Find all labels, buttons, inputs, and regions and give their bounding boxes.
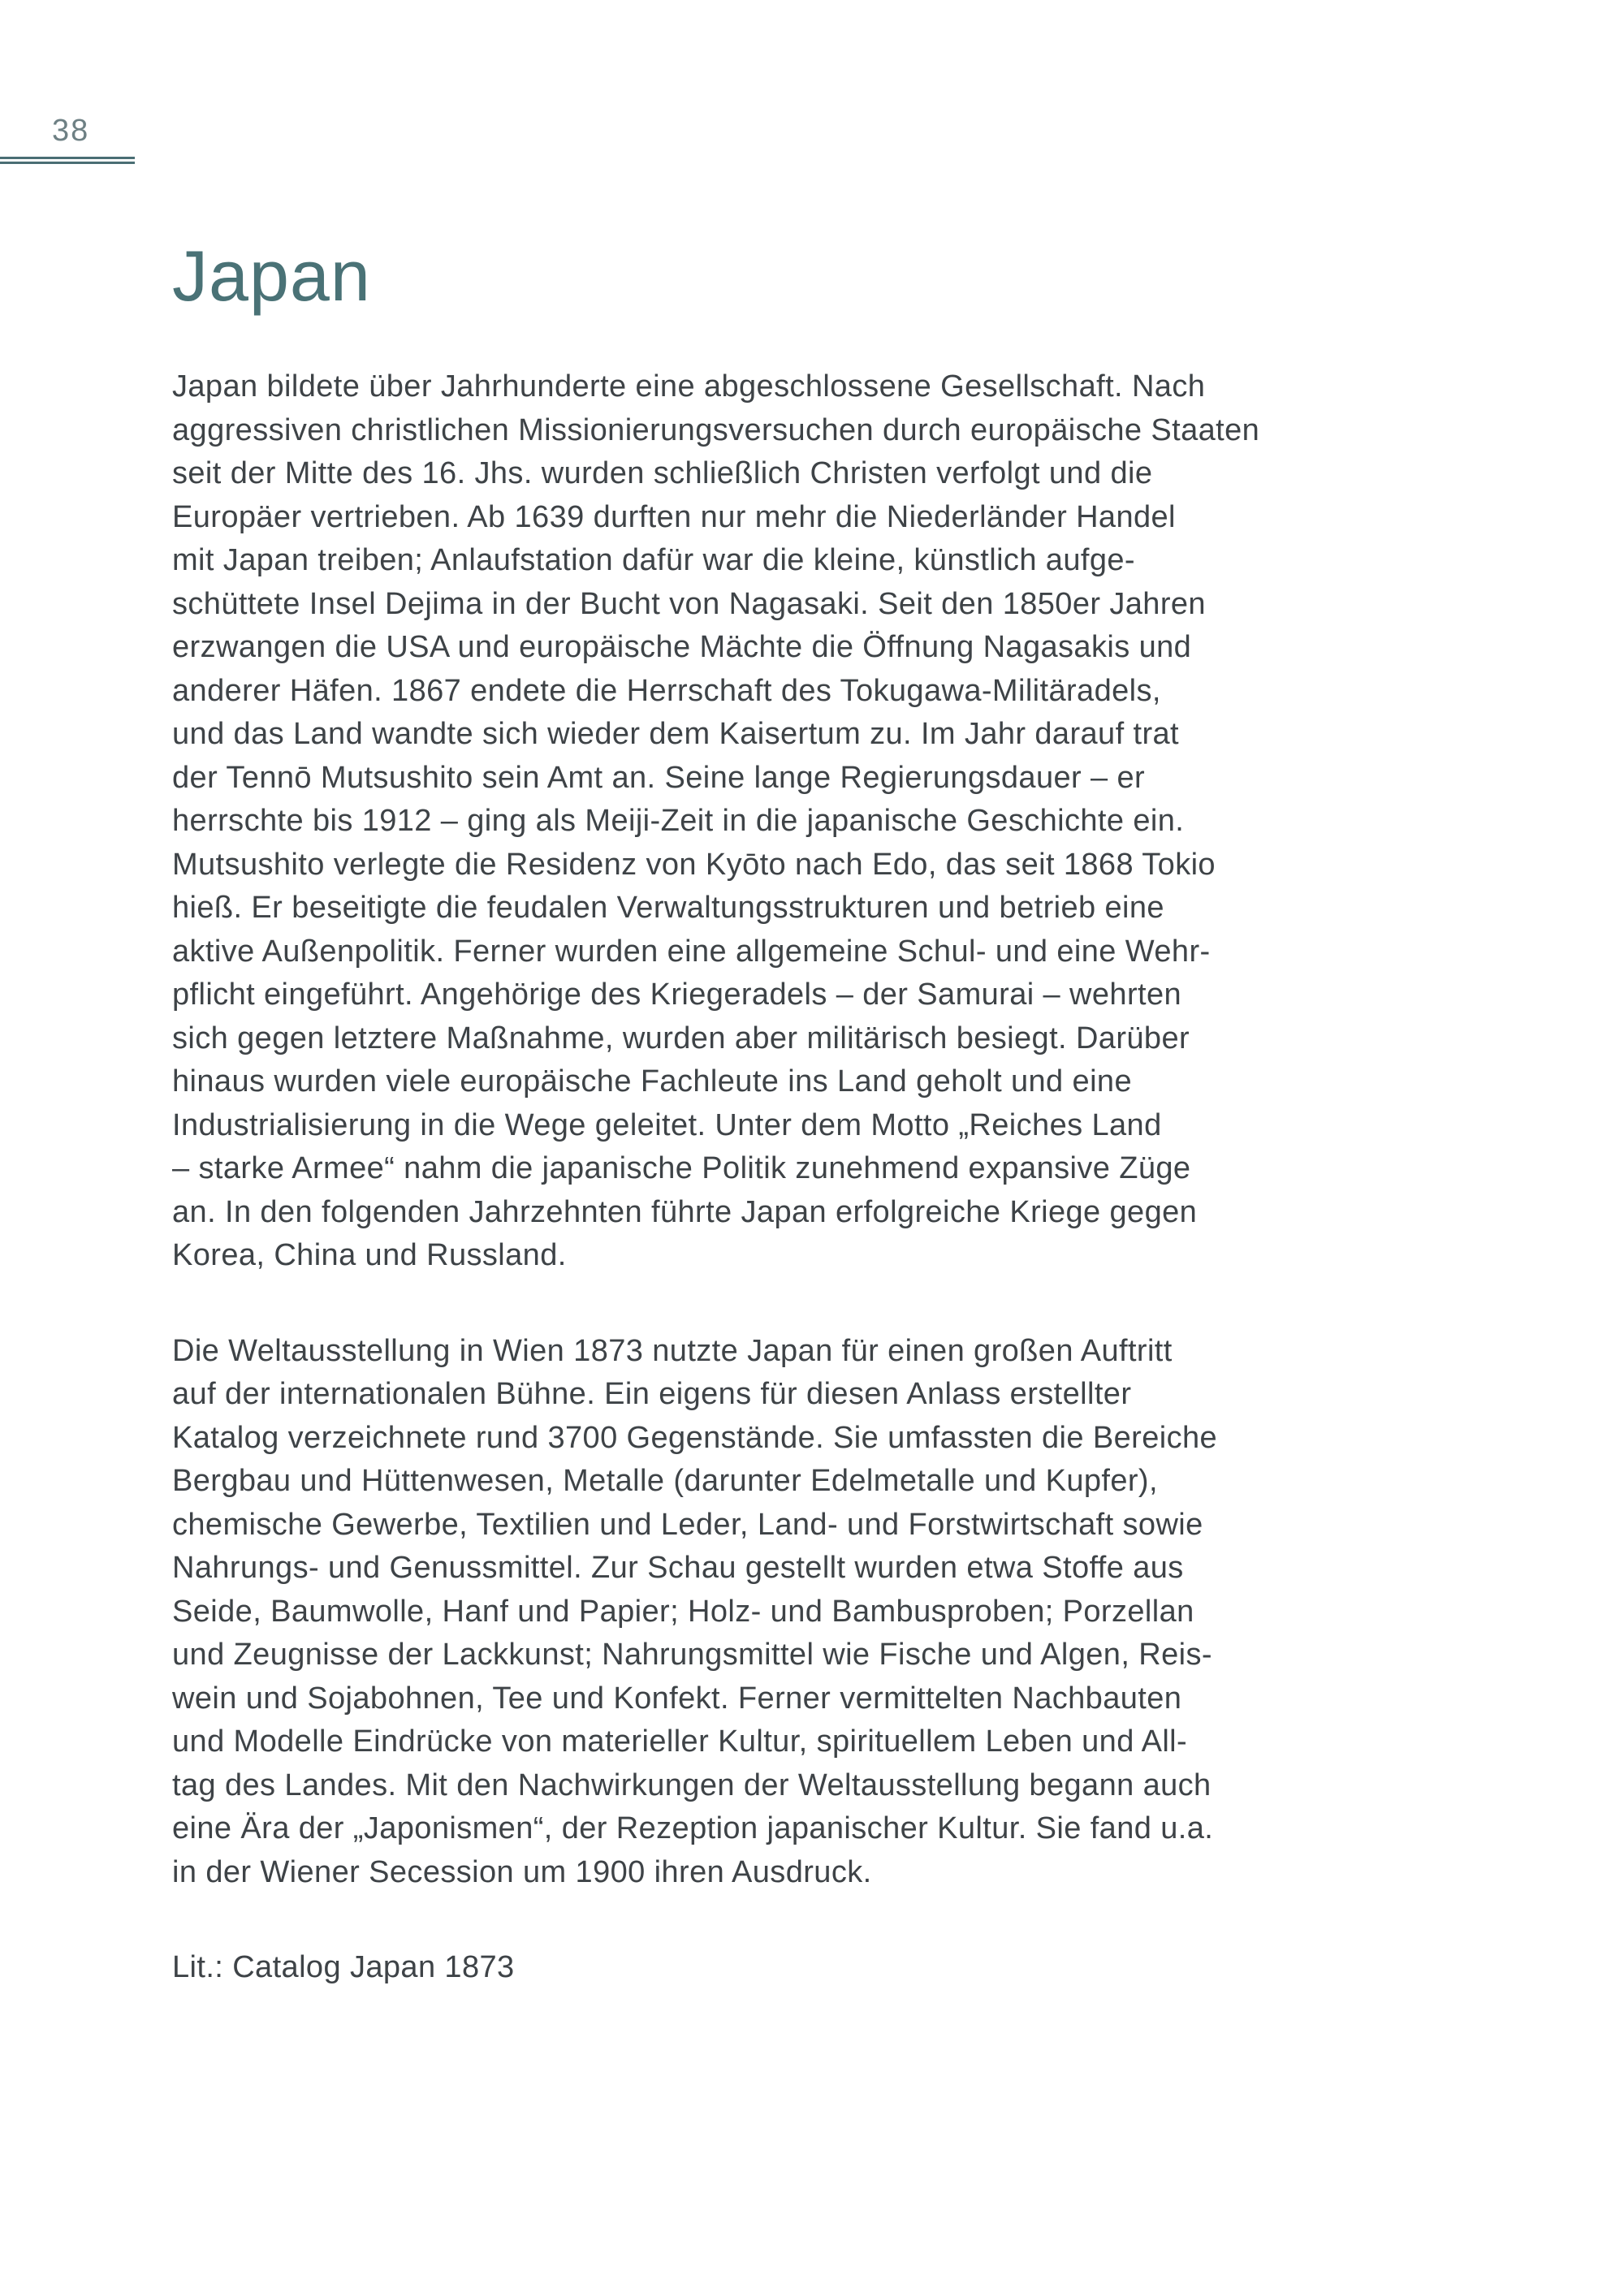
- text-line: herrschte bis 1912 – ging als Meiji-Zeit in die japanische Geschichte ein.: [172, 804, 1185, 838]
- text-line: der Tennō Mutsushito sein Amt an. Seine lange Regierungsdauer – er: [172, 760, 1146, 795]
- text-line: und das Land wandte sich wieder dem Kaisertum zu. Im Jahr darauf trat: [172, 717, 1179, 751]
- page-content: [172, 235, 1350, 1990]
- text-line: tag des Landes. Mit den Nachwirkungen der Weltausstellung begann auch: [172, 1768, 1212, 1802]
- text-line: Die Weltausstellung in Wien 1873 nutzte Japan für einen großen Auftritt: [172, 1333, 1173, 1368]
- text-line: erzwangen die USA und europäische Mächte die Öffnung Nagasakis und: [172, 630, 1192, 664]
- text-line: Korea, China und Russland.: [172, 1238, 567, 1272]
- text-line: Nahrungs- und Genussmittel. Zur Schau gestellt wurden etwa Stoffe aus: [172, 1551, 1184, 1585]
- text-line: Seide, Baumwolle, Hanf und Papier; Holz- und Bambusproben; Porzellan: [172, 1594, 1194, 1629]
- text-line: Bergbau und Hüttenwesen, Metalle (darunter Edelmetalle und Kupfer),: [172, 1464, 1158, 1498]
- literature-reference: Lit.: Catalog Japan 1873: [172, 1950, 515, 1984]
- text-line: – starke Armee“ nahm die japanische Politik zunehmend expansive Züge: [172, 1151, 1191, 1185]
- text-line: Europäer vertrieben. Ab 1639 durften nur mehr die Niederländer Handel: [172, 499, 1176, 534]
- text-line: und Modelle Eindrücke von materieller Kultur, spirituellem Leben und All-: [172, 1724, 1188, 1759]
- text-line: seit der Mitte des 16. Jhs. wurden schließlich Christen verfolgt und die: [172, 456, 1153, 490]
- text-line: Katalog verzeichnete rund 3700 Gegenstände. Sie umfassten die Bereiche: [172, 1420, 1218, 1455]
- page-title: Japan: [172, 235, 371, 316]
- page-number: 38: [52, 114, 90, 148]
- text-line: in der Wiener Secession um 1900 ihren Ausdruck.: [172, 1854, 872, 1889]
- text-line: chemische Gewerbe, Textilien und Leder, Land- und Forstwirtschaft sowie: [172, 1507, 1203, 1542]
- text-line: wein und Sojabohnen, Tee und Konfekt. Ferner vermittelten Nachbauten: [172, 1681, 1182, 1716]
- text-line: Industrialisierung in die Wege geleitet. Unter dem Motto „Reiches Land: [172, 1107, 1162, 1142]
- text-line: anderer Häfen. 1867 endete die Herrschaft des Tokugawa-Militäradels,: [172, 673, 1161, 708]
- text-line: an. In den folgenden Jahrzehnten führte Japan erfolgreiche Kriege gegen: [172, 1194, 1198, 1229]
- text-line: Mutsushito verlegte die Residenz von Kyōto nach Edo, das seit 1868 Tokio: [172, 847, 1216, 882]
- paragraph: [172, 365, 1350, 1278]
- text-line: mit Japan treiben; Anlaufstation dafür war die kleine, künstlich aufge-: [172, 543, 1135, 577]
- text-line: Japan bildete über Jahrhunderte eine abgeschlossene Gesellschaft. Nach: [172, 369, 1206, 404]
- text-line: aggressiven christlichen Missionierungsversuchen durch europäische Staaten: [172, 412, 1260, 447]
- text-line: aktive Außenpolitik. Ferner wurden eine allgemeine Schul- und eine Wehr-: [172, 934, 1211, 969]
- text-line: hieß. Er beseitigte die feudalen Verwaltungsstrukturen und betrieb eine: [172, 891, 1164, 925]
- text-line: eine Ära der „Japonismen“, der Rezeption japanischer Kultur. Sie fand u.a.: [172, 1811, 1214, 1845]
- paragraph: [172, 1330, 1350, 1895]
- header-rule: [0, 157, 135, 164]
- text-line: schüttete Insel Dejima in der Bucht von Nagasaki. Seit den 1850er Jahren: [172, 586, 1206, 621]
- text-line: pflicht eingeführt. Angehörige des Kriegeradels – der Samurai – wehrten: [172, 978, 1182, 1012]
- text-line: hinaus wurden viele europäische Fachleute ins Land geholt und eine: [172, 1064, 1132, 1099]
- text-line: und Zeugnisse der Lackkunst; Nahrungsmittel wie Fische und Algen, Reis-: [172, 1638, 1212, 1672]
- text-line: sich gegen letztere Maßnahme, wurden aber militärisch besiegt. Darüber: [172, 1021, 1190, 1055]
- body-text: [172, 365, 1350, 1894]
- text-line: auf der internationalen Bühne. Ein eigens für diesen Anlass erstellter: [172, 1377, 1132, 1411]
